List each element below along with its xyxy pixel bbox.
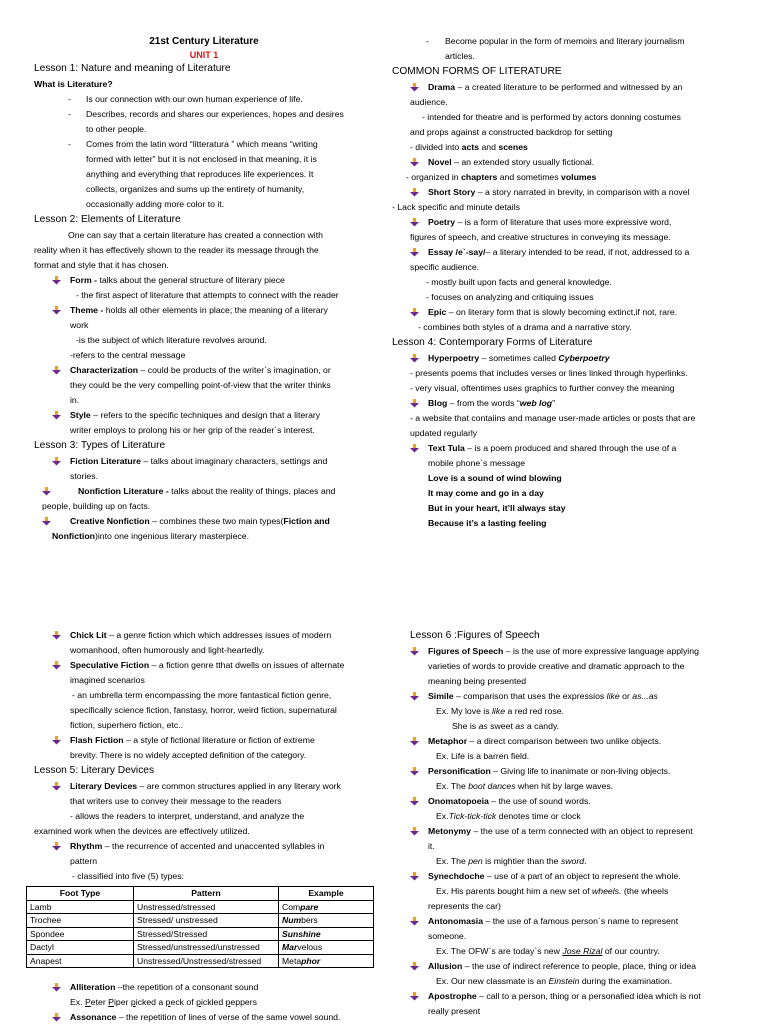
speculative-fiction-item: Speculative Fiction – a fiction genre tthat dwells on issues of alternate xyxy=(34,658,374,673)
arrow-bullet-icon xyxy=(410,399,419,408)
lesson-5-heading: Lesson 5: Literary Devices xyxy=(34,765,155,776)
form-item: Form - talks about the general structure of literary piece xyxy=(34,273,374,288)
flash-fiction-continuation: brevity. There is no widely accepted definition of the category. xyxy=(70,750,307,760)
metonymy-item: Metonymy – the use of a term connected with an object to represent xyxy=(392,824,752,839)
arrow-bullet-icon xyxy=(52,983,61,992)
list-item: - Become popular in the form of memoirs and literary journalism xyxy=(426,36,685,46)
table-cell: Numbers xyxy=(279,914,374,928)
table-cell: Lamb xyxy=(27,900,134,914)
apostrophe-item: Apostrophe – call to a person, thing or a personafied idea which is not xyxy=(392,989,752,1004)
simile-item: Simile – comparison that uses the expressios like or as...as xyxy=(392,689,752,704)
simile-example: Ex. My love is like a red red rose. xyxy=(436,706,564,716)
assonance-item: Assonance – the repetition of lines of verse of the same vowel sound. xyxy=(34,1010,374,1025)
list-item-continuation: collects, organizes and sums up the entirety of humanity, xyxy=(86,184,305,194)
drama-continuation: audience. xyxy=(410,97,448,107)
arrow-bullet-icon xyxy=(410,827,419,836)
table-header: Example xyxy=(279,887,374,901)
essay-subline: - mostly built upon facts and general knowledge. xyxy=(426,277,612,287)
table-row xyxy=(27,914,374,928)
arrow-bullet-icon xyxy=(52,782,61,791)
apostrophe-continuation: really present xyxy=(428,1006,481,1016)
novel-item: Novel – an extended story usually fictional. xyxy=(392,155,752,170)
essay-item: Essay /e`-say/– a literary intended to be read, if not, addressed to a xyxy=(392,245,752,260)
theme-continuation: work xyxy=(70,320,89,330)
literary-devices-item: Literary Devices – are common structures applied in any literary work xyxy=(34,779,374,794)
essay-subline: - focuses on analyzing and critiquing issues xyxy=(426,292,594,302)
chick-lit-continuation: womanhood, often humorously and light-heartedly. xyxy=(70,645,265,655)
arrow-bullet-icon xyxy=(52,661,61,670)
text-tula-item: Text Tula – is a poem produced and shared through the use of a xyxy=(392,441,752,456)
table-header: Pattern xyxy=(134,887,279,901)
list-item: - Is our connection with our own human experience of life. xyxy=(68,94,303,104)
arrow-bullet-icon xyxy=(410,83,419,92)
poetry-continuation: figures of speech, and creative structures in conveying its message. xyxy=(410,232,671,242)
paragraph-line: format and style that it has chosen. xyxy=(34,260,169,270)
theme-subline: -is the subject of which literature revolves around. xyxy=(76,335,267,345)
arrow-bullet-icon xyxy=(52,1013,61,1022)
form-subline: - the first aspect of literature that attempts to connect with the reader xyxy=(76,290,339,300)
list-item-continuation: articles. xyxy=(445,51,475,61)
poem-line: Love is a sound of wind blowing xyxy=(428,473,562,483)
arrow-bullet-icon xyxy=(410,218,419,227)
speculative-fiction-subline: specifically science fiction, fanstasy, horror, weird fiction, supernatural xyxy=(70,705,337,715)
table-cell: Anapest xyxy=(27,954,134,968)
list-item-continuation: formed with letter” but it is not enclosed in that meaning, it is xyxy=(86,154,317,164)
arrow-bullet-icon xyxy=(410,158,419,167)
document-title: 21st Century Literature xyxy=(149,36,259,47)
rhythm-continuation: pattern xyxy=(70,856,98,866)
arrow-bullet-icon xyxy=(42,487,51,496)
arrow-bullet-icon xyxy=(52,411,61,420)
paragraph-line: One can say that a certain literature has created a connection with xyxy=(68,230,323,240)
list-item-continuation: anything and everything that reproduces life experiences. It xyxy=(86,169,314,179)
arrow-bullet-icon xyxy=(410,248,419,257)
arrow-bullet-icon xyxy=(52,736,61,745)
hyperpoetry-subline: - presents poems that includes verses or lines linked through hyperlinks. xyxy=(410,368,688,378)
figures-of-speech-continuation: meaning being presented xyxy=(428,676,527,686)
fiction-item: Fiction Literature – talks about imaginary characters, settings and xyxy=(34,454,374,469)
table-row xyxy=(27,954,374,968)
literary-devices-continuation: that writers use to convey their message to the readers xyxy=(70,796,282,806)
short-story-item: Short Story – a story narrated in brevity, in comparison with a novel xyxy=(392,185,752,200)
common-forms-heading: COMMON FORMS OF LITERATURE xyxy=(392,66,562,77)
page-top-left xyxy=(0,0,384,541)
personification-example: Ex. The boot dances when hit by large waves. xyxy=(436,781,614,791)
list-item-continuation: to other people. xyxy=(86,124,147,134)
page-top-right xyxy=(384,0,768,528)
table-cell: Dactyl xyxy=(27,941,134,955)
arrow-bullet-icon xyxy=(410,647,419,656)
theme-subline: -refers to the central message xyxy=(70,350,186,360)
lesson-3-heading: Lesson 3: Types of Literature xyxy=(34,440,166,451)
arrow-bullet-icon xyxy=(410,797,419,806)
personification-item: Personification – Giving life to inanimate or non-living objects. xyxy=(392,764,752,779)
table-cell: Spondee xyxy=(27,927,134,941)
synechdoche-item: Synechdoche – use of a part of an object to represent the whole. xyxy=(392,869,752,884)
poetry-item: Poetry – is a form of literature that uses more expressive word, xyxy=(392,215,752,230)
drama-item: Drama – a created literature to be performed and witnessed by an xyxy=(392,80,752,95)
arrow-bullet-icon xyxy=(52,276,61,285)
speculative-fiction-continuation: imagined scenarios xyxy=(70,675,145,685)
theme-item: Theme - holds all other elements in place; the meaning of a literary xyxy=(34,303,374,318)
synechdoche-example: Ex. His parents bought him a new set of wheels. (the wheels xyxy=(436,886,669,896)
simile-example: She is as sweet as a candy. xyxy=(452,721,560,731)
page-bottom-right xyxy=(384,512,768,1024)
chick-lit-item: Chick Lit – a genre fiction which which addresses issues of modern xyxy=(34,628,374,643)
arrow-bullet-icon xyxy=(52,366,61,375)
onomatopoeia-item: Onomatopoeia – the use of sound words. xyxy=(392,794,752,809)
literary-devices-subline: examined work when the devices are effectively utilized. xyxy=(34,826,250,836)
rhythm-item: Rhythm – the recurrence of accented and unaccented syllables in xyxy=(34,839,374,854)
drama-subline: - intended for theatre and is performed by actors donning costumes xyxy=(422,112,681,122)
arrow-bullet-icon xyxy=(52,457,61,466)
table-cell: Stressed/ unstressed xyxy=(134,914,279,928)
lesson-6-heading: Lesson 6 :Figures of Speech xyxy=(410,630,540,641)
nonfiction-continuation: people, building up on facts. xyxy=(42,501,151,511)
antonomasia-continuation: someone. xyxy=(428,931,467,941)
table-row xyxy=(27,927,374,941)
metaphor-example: Ex. Life is a barren field. xyxy=(436,751,530,761)
list-item: - Describes, records and shares our experiences, hopes and desires xyxy=(68,109,344,119)
list-item-continuation: occasionally adding more color to it. xyxy=(86,199,225,209)
synechdoche-example-continuation: represents the car) xyxy=(428,901,501,911)
rhythm-subline: - classified into five (5) types: xyxy=(72,871,185,881)
blog-subline: updated regularly xyxy=(410,428,478,438)
what-is-literature-heading: What is Literature? xyxy=(34,79,113,89)
foot-type-table xyxy=(26,886,374,968)
table-cell: Stressed/Stressed xyxy=(134,927,279,941)
arrow-bullet-icon xyxy=(410,767,419,776)
antonomasia-example: Ex. The OFW`s are today`s new Jose Rizal of our country. xyxy=(436,946,660,956)
literary-devices-subline: - allows the readers to interpret, understand, and analyze the xyxy=(70,811,305,821)
unit-label: UNIT 1 xyxy=(189,50,219,60)
fiction-continuation: stories. xyxy=(70,471,99,481)
table-cell: Metaphor xyxy=(279,954,374,968)
arrow-bullet-icon xyxy=(410,992,419,1001)
allusion-item: Allusion – the use of indirect reference to people, place, thing or idea xyxy=(392,959,752,974)
flash-fiction-item: Flash Fiction – a style of fictional literature or fiction of extreme xyxy=(34,733,374,748)
table-cell: Stressed/unstressed/unstressed xyxy=(134,941,279,955)
alliteration-example: Ex. Peter Piper picked a peck of pickled peppers xyxy=(70,997,257,1007)
arrow-bullet-icon xyxy=(410,917,419,926)
table-cell: Marvelous xyxy=(279,941,374,955)
poem-line: It may come and go in a day xyxy=(428,488,544,498)
epic-item: Epic – on literary form that is slowly becoming extinct,if not, rare. xyxy=(392,305,752,320)
figures-of-speech-continuation: varieties of words to provide creative and dramatic approach to the xyxy=(428,661,685,671)
arrow-bullet-icon xyxy=(410,872,419,881)
short-story-subline: - Lack specific and minute details xyxy=(392,202,520,212)
arrow-bullet-icon xyxy=(410,354,419,363)
hyperpoetry-subline: - very visual, oftentimes uses graphics to further convey the meaning xyxy=(410,383,675,393)
table-header-row xyxy=(27,887,374,901)
arrow-bullet-icon xyxy=(52,842,61,851)
arrow-bullet-icon xyxy=(410,692,419,701)
nonfiction-item: Nonfiction Literature - talks about the reality of things, places and xyxy=(34,484,374,499)
hyperpoetry-item: Hyperpoetry – sometimes called Cyberpoetry xyxy=(392,351,752,366)
style-item: Style – refers to the specific techniques and design that a literary xyxy=(34,408,374,423)
table-row xyxy=(27,900,374,914)
characterization-continuation: they could be the very compelling point-of-view that the writer thinks xyxy=(70,380,331,390)
table-header: Foot Type xyxy=(27,887,134,901)
table-row xyxy=(27,941,374,955)
arrow-bullet-icon xyxy=(52,306,61,315)
essay-continuation: specific audience. xyxy=(410,262,480,272)
table-cell: Trochee xyxy=(27,914,134,928)
alliteration-item: Alliteration –the repetition of a consonant sound xyxy=(34,980,374,995)
creative-nonfiction-continuation: Nonfiction)into one ingenious literary masterpiece. xyxy=(52,531,249,541)
lesson-4-heading: Lesson 4: Contemporary Forms of Literature xyxy=(392,337,593,348)
table-cell: Unstressed/stressed xyxy=(134,900,279,914)
table-cell: Unstressed/Unstressed/stressed xyxy=(134,954,279,968)
figures-of-speech-item: Figures of Speech – is the use of more expressive language applying xyxy=(392,644,752,659)
page-bottom-left xyxy=(0,512,384,1024)
arrow-bullet-icon xyxy=(410,737,419,746)
metonymy-continuation: it. xyxy=(428,841,435,851)
arrow-bullet-icon xyxy=(52,631,61,640)
drama-subline: and props against a constructed backdrop for setting xyxy=(410,127,613,137)
allusion-example: Ex. Our new classmate is an Einstein during the examination. xyxy=(436,976,673,986)
antonomasia-item: Antonomasia – the use of a famous person`s name to represent xyxy=(392,914,752,929)
blog-subline: - a website that contaiins and manage user-made articles or posts that are xyxy=(410,413,696,423)
style-continuation: writer employs to prolong his or her grip of the reader`s interest. xyxy=(70,425,315,435)
characterization-item: Characterization – could be products of the writer`s imagination, or xyxy=(34,363,374,378)
table-cell: Sunshine xyxy=(279,927,374,941)
arrow-bullet-icon xyxy=(410,962,419,971)
characterization-continuation: in. xyxy=(70,395,80,405)
arrow-bullet-icon xyxy=(410,308,419,317)
text-tula-continuation: mobile phone`s message xyxy=(428,458,526,468)
lesson-1-heading: Lesson 1: Nature and meaning of Literature xyxy=(34,63,231,74)
epic-subline: - combines both styles of a drama and a narrative story. xyxy=(418,322,632,332)
table-cell: Compare xyxy=(279,900,374,914)
creative-nonfiction-item: Creative Nonfiction – combines these two main types(Fiction and xyxy=(34,514,374,529)
poem-line: Because it’s a lasting feeling xyxy=(428,518,547,528)
speculative-fiction-subline: fiction, superhero fiction, etc.. xyxy=(70,720,183,730)
poem-line: But in your heart, it’ll always stay xyxy=(428,503,566,513)
onomatopoeia-example: Ex.Tick-tick-tick denotes time or clock xyxy=(436,811,581,821)
blog-item: Blog – from the words “web log” xyxy=(392,396,752,411)
metonymy-example: Ex. The pen is mightier than the sword. xyxy=(436,856,587,866)
list-item: - Comes from the latin word “litteratura ” which means “writing xyxy=(68,139,318,149)
metaphor-item: Metaphor – a direct comparison between two unlike objects. xyxy=(392,734,752,749)
arrow-bullet-icon xyxy=(410,188,419,197)
paragraph-line: reality when it has effectively shown to the reader its message through the xyxy=(34,245,319,255)
speculative-fiction-subline: - an umbrella term encompassing the more fantastical fiction genre, xyxy=(72,690,332,700)
arrow-bullet-icon xyxy=(410,444,419,453)
novel-subline: - organized in chapters and sometimes volumes xyxy=(406,172,597,182)
drama-subline: - divided into acts and scenes xyxy=(410,142,528,152)
lesson-2-heading: Lesson 2: Elements of Literature xyxy=(34,214,181,225)
